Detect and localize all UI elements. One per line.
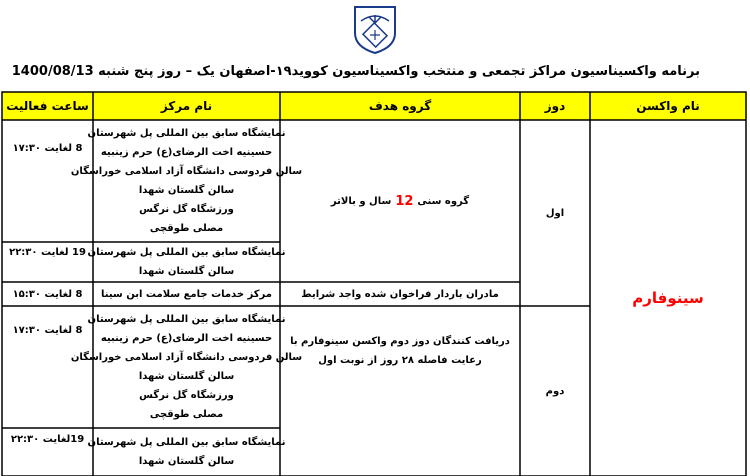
header-center-name: نام مرکز — [160, 98, 213, 113]
target-age-suffix: سال و بالاتر — [330, 195, 392, 207]
center-name: سالن فردوسی دانشگاه آزاد اسلامی خوراسگان — [70, 352, 303, 363]
header-vaccine-name: نام واکسن — [636, 98, 700, 113]
target-age-group — [280, 120, 520, 282]
center-name: نمایشگاه سابق بین المللی پل شهرستان — [87, 247, 286, 258]
center-name: مرکز خدمات جامع سلامت ابن سینا — [101, 288, 272, 300]
header-target-group: گروه هدف — [368, 98, 432, 113]
center-name: حسینیه اخت الرضای(ع) حرم زینبیه — [100, 147, 273, 158]
center-name: مصلی طوقچی — [149, 223, 224, 234]
center-name: سالن فردوسی دانشگاه آزاد اسلامی خوراسگان — [70, 166, 303, 177]
hours-row-4: 8 لغایت ۱۷:۳۰ — [12, 324, 83, 336]
target-second-line1: دریافت کنندگان دوز دوم واکسن سینوفارم با — [290, 336, 510, 347]
center-name: ورزشگاه گل نرگس — [139, 204, 234, 215]
dose-second: دوم — [545, 385, 565, 397]
centers-row-3 — [93, 282, 280, 306]
hours-row-5: 19لغایت ۲۲:۳۰ — [10, 433, 85, 445]
centers-row-4 — [70, 306, 303, 428]
header-activity-hours: ساعت فعالیت — [6, 98, 89, 113]
centers-row-2 — [87, 242, 286, 282]
center-name: سالن گلستان شهدا — [138, 185, 235, 196]
target-second-line2: رعایت فاصله ۲۸ روز از نوبت اول — [318, 355, 482, 366]
center-name: سالن گلستان شهدا — [138, 456, 235, 467]
hours-row-3: 8 لغایت ۱۵:۳۰ — [12, 288, 83, 300]
header-dose: دوز — [544, 98, 566, 113]
page-title: برنامه واکسیناسیون مراکز تجمعی و منتخب واکسیناسیون کووید۱۹-اصفهان یک – روز پنج شنبه 1400/08/13 — [11, 64, 700, 79]
center-name: حسینیه اخت الرضای(ع) حرم زینبیه — [100, 333, 273, 344]
center-name: ورزشگاه گل نرگس — [139, 390, 234, 401]
target-second-dose — [280, 306, 520, 476]
center-name: نمایشگاه سابق بین المللی پل شهرستان — [87, 314, 286, 325]
center-name: سالن گلستان شهدا — [138, 371, 235, 382]
centers-row-1 — [70, 120, 303, 242]
center-name: سالن گلستان شهدا — [138, 266, 235, 277]
center-name: نمایشگاه سابق بین المللی پل شهرستان — [87, 128, 286, 139]
dose-first: اول — [545, 207, 565, 219]
centers-row-5 — [87, 428, 286, 476]
center-name: نمایشگاه سابق بین المللی پل شهرستان — [87, 437, 286, 448]
center-name: مصلی طوقچی — [149, 409, 224, 420]
target-age-prefix: گروه سنی — [417, 195, 470, 207]
target-pregnant: مادران باردار فراخوان شده واجد شرایط — [301, 288, 499, 300]
hours-row-1: 8 لغایت ۱۷:۳۰ — [12, 142, 83, 154]
vaccine-name-sinopharm: سینوفارم — [632, 288, 704, 307]
hours-row-2: 19 لغایت ۲۲:۳۰ — [9, 246, 86, 258]
target-age-value: 12 — [395, 193, 414, 209]
